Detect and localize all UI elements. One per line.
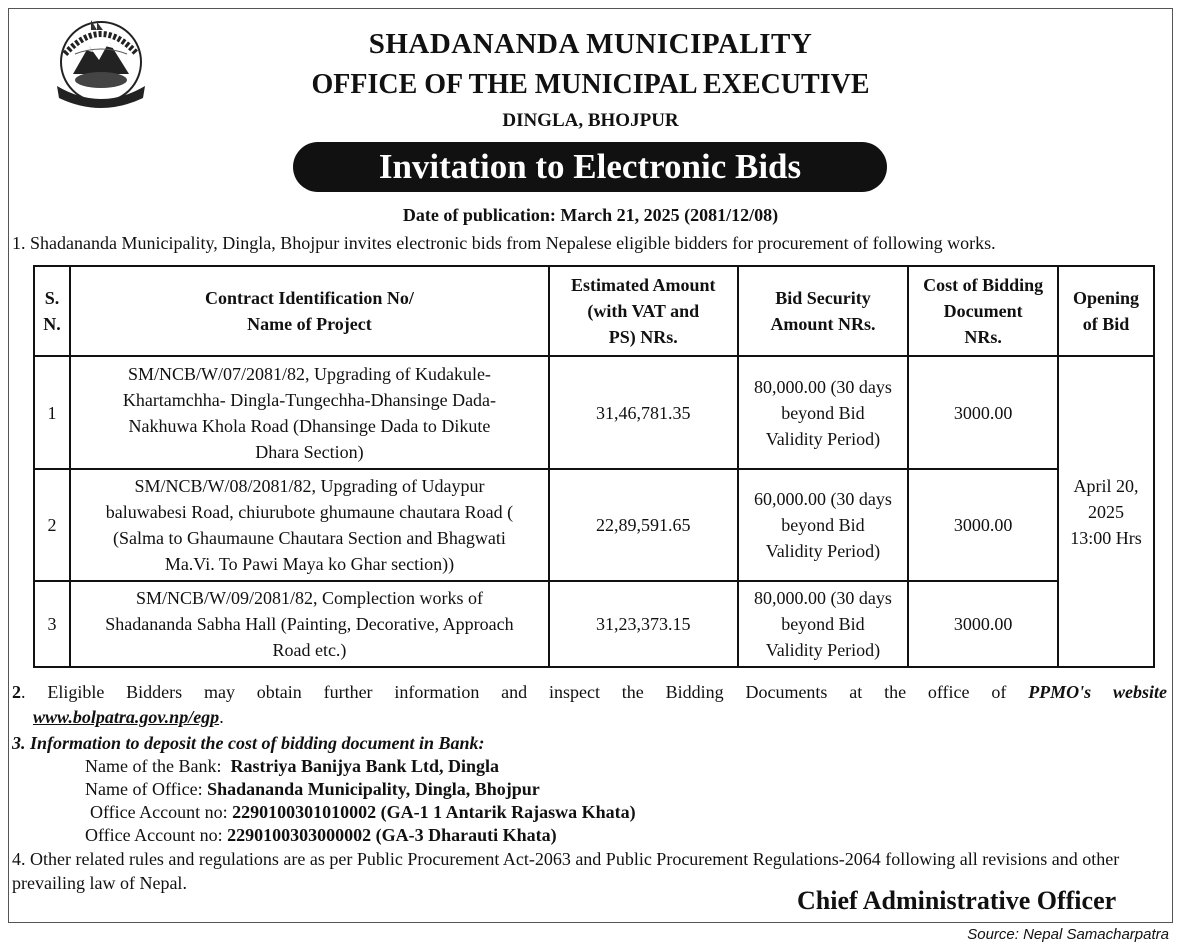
header-contract: Contract Identification No/ Name of Project bbox=[70, 266, 549, 356]
bolpatra-link[interactable]: www.bolpatra.gov.np/egp bbox=[33, 707, 220, 727]
source-credit: Source: Nepal Samacharpatra bbox=[967, 926, 1169, 943]
cell-project: SM/NCB/W/09/2081/82, Complection works of Shadananda Sabha Hall (Painting, Decorative, Approach Road etc.) bbox=[70, 581, 549, 667]
signature-title: Chief Administrative Officer bbox=[797, 886, 1117, 915]
cell-amount: 31,46,781.35 bbox=[549, 356, 738, 469]
cell-cost: 3000.00 bbox=[908, 581, 1058, 667]
cell-cost: 3000.00 bbox=[908, 356, 1058, 469]
office-location: DINGLA, BHOJPUR bbox=[502, 110, 679, 131]
cell-sn: 3 bbox=[34, 581, 70, 667]
cell-sn: 1 bbox=[34, 356, 70, 469]
bank-account-2-line: Office Account no: 2290100303000002 (GA-3 Dharauti Khata) bbox=[85, 825, 557, 845]
bank-name-line: Name of the Bank: Rastriya Banijya Bank Ltd, Dingla bbox=[85, 756, 500, 776]
cell-project: SM/NCB/W/08/2081/82, Upgrading of Udaypur baluwabesi Road, chiurubote ghumaune chautara Road ( (Salma to Ghaumaune Chautara Section and Bhagwati Ma.Vi. To Pawi Maya ko Ghar section)) bbox=[70, 469, 549, 581]
header-opening: Opening of Bid bbox=[1058, 266, 1154, 356]
para2-text: . Eligible Bidders may obtain further information and inspect the Bidding Documents at the office of bbox=[21, 682, 1007, 702]
paragraph-2 bbox=[12, 680, 1167, 730]
bank-account-1-line: Office Account no: 2290100301010002 (GA-1 1 Antarik Rajaswa Khata) bbox=[90, 802, 636, 822]
table-row bbox=[34, 469, 1154, 581]
cell-opening: April 20, 2025 13:00 Hrs bbox=[1058, 356, 1154, 667]
publication-date: Date of publication: March 21, 2025 (2081/12/08) bbox=[402, 205, 779, 225]
cell-security: 60,000.00 (30 days beyond Bid Validity Period) bbox=[738, 469, 909, 581]
header-amount: Estimated Amount (with VAT and PS) NRs. bbox=[549, 266, 738, 356]
paragraph-3-title: 3. Information to deposit the cost of bidding document in Bank: bbox=[12, 733, 485, 753]
cell-security: 80,000.00 (30 days beyond Bid Validity Period) bbox=[738, 581, 909, 667]
cell-sn: 2 bbox=[34, 469, 70, 581]
cell-cost: 3000.00 bbox=[908, 469, 1058, 581]
office-name: OFFICE OF THE MUNICIPAL EXECUTIVE bbox=[311, 69, 870, 100]
bank-office-line: Name of Office: Shadananda Municipality, Dingla, Bhojpur bbox=[85, 779, 540, 799]
table-row bbox=[34, 356, 1154, 469]
para2-number: 2 bbox=[12, 682, 21, 702]
cell-project: SM/NCB/W/07/2081/82, Upgrading of Kudakule- Khartamchha- Dingla-Tungechha-Dhansinge Dada- Nakhuwa Khola Road (Dhansinge Dada to Dikute Dhara Section) bbox=[70, 356, 549, 469]
cell-amount: 22,89,591.65 bbox=[549, 469, 738, 581]
notice-title-banner: Invitation to Electronic Bids bbox=[293, 142, 887, 192]
intro-paragraph: 1. Shadananda Municipality, Dingla, Bhojpur invites electronic bids from Nepalese eligible bidders for procurement of following works. bbox=[12, 233, 996, 253]
municipality-name: SHADANANDA MUNICIPALITY bbox=[368, 28, 813, 60]
header-cost: Cost of Bidding Document NRs. bbox=[908, 266, 1058, 356]
works-table bbox=[33, 265, 1155, 668]
table-row bbox=[34, 581, 1154, 667]
ppmo-website-label: PPMO's website bbox=[1028, 682, 1168, 702]
cell-security: 80,000.00 (30 days beyond Bid Validity Period) bbox=[738, 356, 909, 469]
cell-amount: 31,23,373.15 bbox=[549, 581, 738, 667]
header-sn: S. N. bbox=[34, 266, 70, 356]
para2-end: . bbox=[219, 707, 224, 727]
table-header-row bbox=[34, 266, 1154, 356]
header-security: Bid Security Amount NRs. bbox=[738, 266, 909, 356]
paragraph-4: 4. Other related rules and regulations are as per Public Procurement Act-2063 and Public Procurement Regulations-2064 following all revisions and other prevailing law of Nepal. bbox=[12, 849, 1120, 893]
